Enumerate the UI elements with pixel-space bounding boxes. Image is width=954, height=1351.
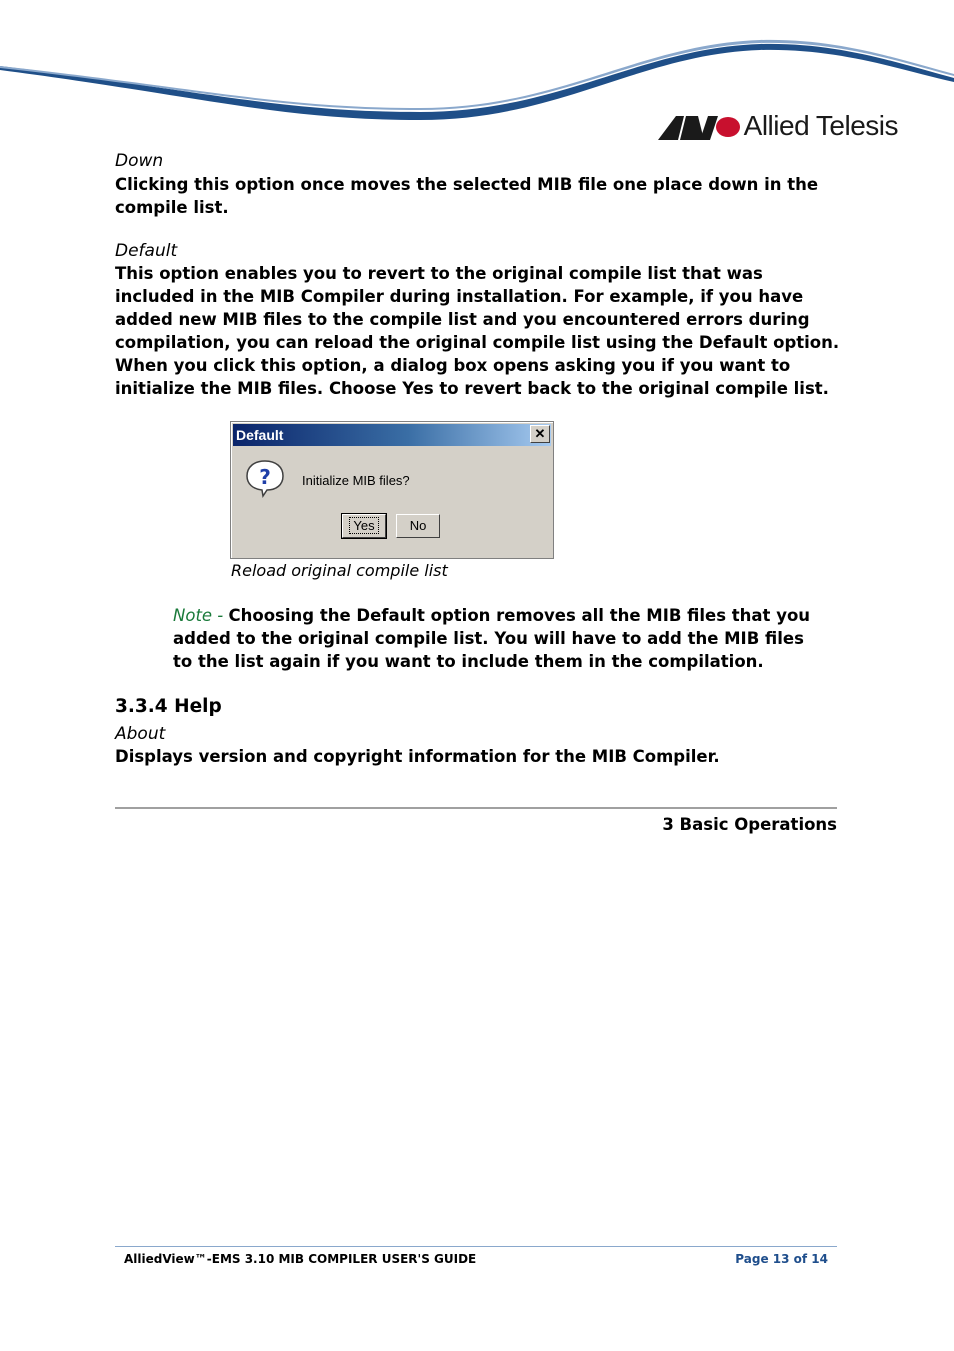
allied-telesis-logo: [658, 110, 898, 142]
yes-button-label: Yes: [349, 517, 378, 534]
figure-caption: Reload original compile list: [231, 561, 448, 580]
section-divider: [115, 807, 837, 809]
term-default: Default: [115, 241, 178, 261]
term-down: Down: [115, 151, 164, 171]
dialog-message: Initialize MIB files?: [302, 473, 410, 488]
question-icon: [245, 458, 285, 498]
note-block: [173, 604, 813, 673]
default-description: This option enables you to revert to the original compile list that was included in the MIB Compiler during installation. For example, if you have added new MIB files to the compile list and you encountered errors during compilation, you can reload the original compile list using the Default option. When you click this option, a dialog box opens asking you if you want to initialize the MIB files. Choose Yes to revert back to the original compile list.: [115, 264, 840, 398]
about-description: Displays version and copyright information for the MIB Compiler.: [115, 747, 720, 766]
note-label: Note -: [173, 606, 229, 625]
guide-title: AlliedView™-EMS 3.10 MIB COMPILER USER'S GUIDE: [124, 1252, 477, 1266]
no-button[interactable]: No: [396, 514, 440, 538]
default-dialog: [230, 421, 554, 559]
yes-button[interactable]: [342, 514, 386, 538]
brand-name: Allied Telesis: [743, 110, 898, 141]
chapter-title: 3 Basic Operations: [662, 815, 837, 834]
svg-text:?: ?: [259, 465, 271, 489]
close-icon[interactable]: ✕: [530, 425, 550, 443]
footer-divider: [115, 1246, 837, 1247]
page-number: Page 13 of 14: [735, 1252, 828, 1266]
dialog-title: Default: [233, 424, 551, 446]
term-about: About: [115, 724, 166, 744]
note-text: Choosing the Default option removes all the MIB files that you added to the original compile list. You will have to add the MIB files to the list again if you want to include them in the compilation.: [173, 606, 811, 671]
down-description: Clicking this option once moves the selected MIB file one place down in the compile list.: [115, 175, 819, 217]
allied-telesis-emblem-icon: [658, 112, 740, 140]
section-heading: 3.3.4 Help: [115, 696, 222, 717]
